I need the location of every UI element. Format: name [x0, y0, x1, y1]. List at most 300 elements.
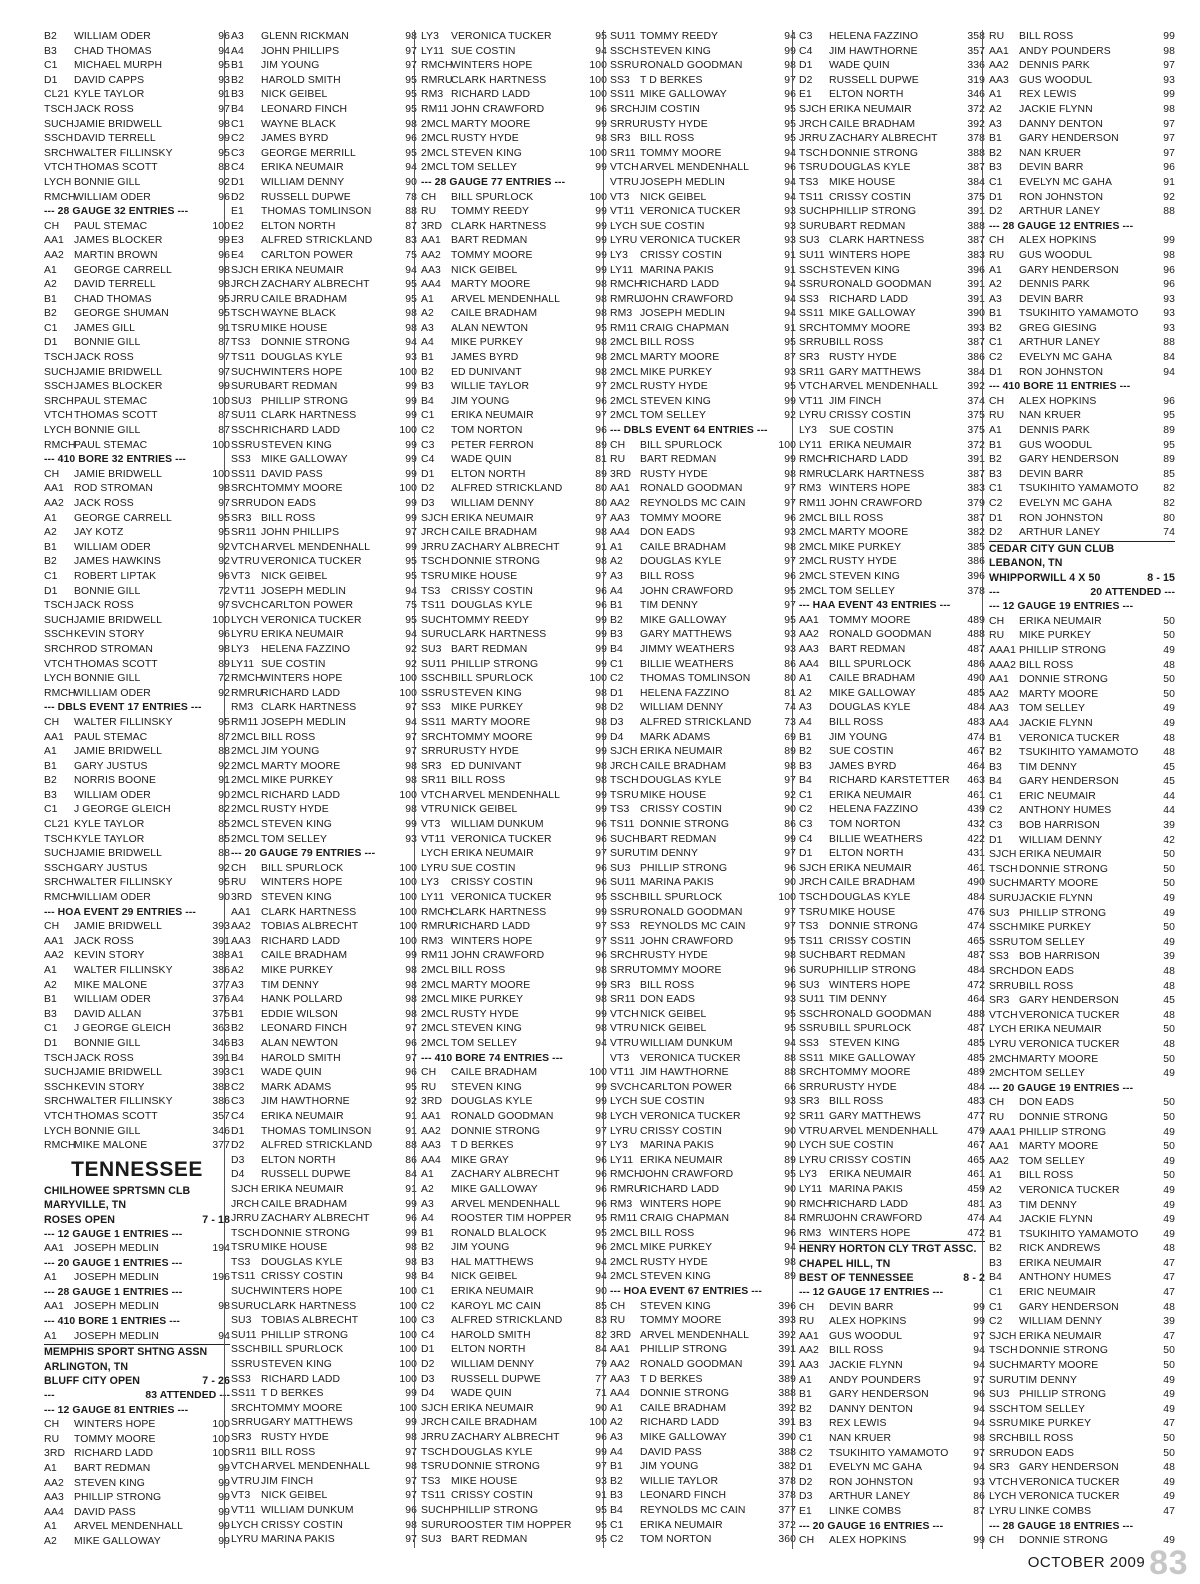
shooter-name: RICHARD LADD [640, 1183, 720, 1195]
class-code: C4 [799, 833, 813, 845]
score: 91 [218, 322, 230, 334]
shooter-name: BOB HARRISON [1019, 951, 1100, 963]
shooter-name: CLARK HARTNESS [261, 702, 357, 714]
result-row [421, 541, 607, 556]
shooter-name: WINTERS HOPE [829, 249, 911, 261]
class-code: CL21 [44, 89, 70, 101]
result-row [231, 161, 417, 176]
class-code: SU3 [799, 979, 820, 991]
class-code: SS11 [799, 308, 825, 320]
shooter-name: MIKE HOUSE [829, 176, 896, 188]
score: 100 [399, 425, 417, 437]
class-code: B3 [610, 1490, 623, 1502]
result-row [989, 1461, 1175, 1476]
class-code: B2 [989, 1243, 1002, 1255]
score: 91 [218, 89, 230, 101]
result-row [799, 862, 985, 877]
shooter-name: ERIKA NEUMAIR [451, 1286, 534, 1298]
shooter-name: RICHARD LADD [261, 687, 341, 699]
class-code: SR3 [799, 1096, 820, 1108]
class-code: 2MCL [421, 994, 450, 1006]
class-code: LY11 [799, 1183, 823, 1195]
shooter-name: JAMIE BRIDWELL [74, 848, 163, 860]
result-row [610, 599, 796, 614]
shooter-name: TIM DENNY [261, 979, 320, 991]
result-row [44, 1037, 230, 1052]
result-row [989, 278, 1175, 293]
result-row [231, 1008, 417, 1023]
result-row [44, 1095, 230, 1110]
result-row [610, 672, 796, 687]
class-code: D3 [799, 1491, 813, 1503]
result-row [421, 453, 607, 468]
result-row [799, 468, 985, 483]
score: 99 [218, 1463, 230, 1474]
class-code: B1 [989, 308, 1002, 320]
result-row [610, 774, 796, 789]
shooter-name: DON EADS [1019, 966, 1075, 977]
result-row [44, 628, 230, 643]
class-code: A3 [799, 702, 812, 714]
result-row [989, 1213, 1175, 1228]
score: 94 [973, 1462, 985, 1474]
class-code: C2 [231, 133, 245, 145]
result-row [421, 1300, 607, 1315]
shooter-name: RONALD GOODMAN [829, 1008, 932, 1020]
class-code: A1 [44, 1330, 57, 1342]
result-row [421, 74, 607, 89]
result-row [989, 1053, 1175, 1068]
shooter-name: JIM YOUNG [261, 60, 320, 72]
result-row [44, 161, 230, 176]
score: 396 [778, 1300, 796, 1312]
class-code: B3 [989, 468, 1002, 480]
shooter-name: BILL SPURLOCK [451, 191, 534, 203]
score: 387 [967, 235, 985, 247]
score: 97 [784, 498, 796, 509]
score: 99 [405, 381, 417, 393]
shooter-name: TOMMY REEDY [451, 206, 530, 218]
result-row [989, 424, 1175, 439]
class-code: RMCH [610, 1169, 642, 1181]
result-row [421, 1402, 607, 1417]
class-code: 2MCL [231, 819, 260, 831]
score: 98 [973, 1433, 985, 1444]
score: 91 [595, 541, 607, 553]
score: 88 [218, 848, 230, 860]
class-code: VTCH [231, 541, 260, 553]
shooter-name: ALFRED STRICKLAND [261, 1140, 373, 1152]
score: 372 [967, 103, 985, 115]
result-row [799, 979, 985, 994]
result-row [44, 847, 230, 862]
shooter-name: T D BERKES [451, 1140, 514, 1152]
shooter-name: EVELYN MC GAHA [1019, 176, 1113, 188]
result-row [44, 103, 230, 118]
class-code: SU3 [231, 1315, 252, 1327]
shooter-name: ARVEL MENDENHALL [640, 162, 750, 174]
score: 91 [405, 1110, 417, 1122]
club-info-line [799, 1271, 985, 1286]
result-row [989, 746, 1175, 761]
score: 96 [595, 600, 607, 612]
class-code: SSCH [799, 264, 829, 276]
result-row [44, 1271, 230, 1286]
event-title: --- 410 BORE 11 ENTRIES --- [989, 381, 1131, 393]
result-row [610, 1183, 796, 1198]
score: 382 [967, 527, 985, 539]
shooter-name: DAVID PASS [261, 468, 323, 480]
score: 98 [218, 1301, 230, 1313]
shooter-name: GUS WOODUL [829, 1330, 903, 1342]
score: 98 [405, 804, 417, 816]
result-row [421, 307, 607, 322]
score: 91 [784, 264, 796, 276]
class-code: AA2 [610, 1359, 630, 1371]
class-code: VT11 [231, 1504, 256, 1516]
shooter-name: CHAD THOMAS [74, 45, 152, 57]
class-code: SU11 [610, 31, 636, 42]
score: 99 [595, 235, 607, 247]
score: 393 [967, 322, 985, 334]
class-code: AA2 [44, 249, 64, 261]
result-row [989, 161, 1175, 176]
class-code: TSCH [44, 833, 73, 845]
shooter-name: CRISSY COSTIN [451, 877, 533, 889]
shooter-name: CAILE BRADHAM [640, 760, 727, 772]
score: 98 [218, 279, 230, 291]
result-row [231, 380, 417, 395]
result-row [799, 876, 985, 891]
shooter-name: RICHARD LADD [451, 89, 531, 101]
class-code: 3RD [231, 892, 253, 904]
class-code: TS11 [421, 600, 446, 612]
class-code: LY3 [799, 1169, 818, 1181]
score: 97 [405, 1475, 417, 1487]
event-header [421, 176, 607, 191]
shooter-name: GARY JUSTUS [74, 760, 148, 772]
score: 100 [212, 220, 230, 232]
shooter-name: WINTERS HOPE [74, 1419, 156, 1431]
class-code: LY11 [610, 264, 634, 276]
result-row [799, 1227, 985, 1243]
score: 372 [967, 439, 985, 451]
result-row [421, 366, 607, 381]
class-code: B3 [610, 629, 623, 641]
shooter-name: RUSTY HYDE [640, 1256, 708, 1268]
score: 484 [967, 892, 985, 904]
result-row [44, 249, 230, 264]
score: 100 [399, 366, 417, 378]
score: 98 [405, 1256, 417, 1268]
shooter-name: SUE COSTIN [640, 1096, 705, 1108]
score: 474 [967, 921, 985, 933]
shooter-name: PHILLIP STRONG [829, 965, 917, 976]
result-row [44, 818, 230, 833]
shooter-name: MIKE GALLOWAY [640, 614, 727, 626]
score: 94 [595, 1271, 607, 1283]
class-code: JRCH [421, 527, 450, 539]
result-row [610, 935, 796, 950]
result-row [989, 468, 1175, 483]
score: 98 [405, 994, 417, 1006]
shooter-name: ERIKA NEUMAIR [829, 862, 912, 874]
result-row [231, 935, 417, 950]
result-row [799, 512, 985, 527]
result-row [44, 336, 230, 351]
shooter-name: MARINA PAKIS [261, 1534, 335, 1546]
shooter-name: JOSEPH MEDLIN [74, 1301, 160, 1313]
result-row [989, 1359, 1175, 1374]
shooter-name: ARVEL MENDENHALL [451, 789, 561, 801]
result-row [231, 176, 417, 191]
result-row [610, 1343, 796, 1358]
class-code: 2MCL [421, 147, 450, 159]
shooter-name: HELENA FAZZINO [640, 687, 730, 699]
result-row [799, 701, 985, 716]
class-code: SUCH [231, 366, 261, 378]
shooter-name: TIM DENNY [1019, 761, 1078, 773]
result-row [231, 1125, 417, 1140]
score: 92 [218, 687, 230, 699]
shooter-name: REYNOLDS MC CAIN [640, 1504, 746, 1516]
result-row [610, 979, 796, 994]
score: 99 [595, 643, 607, 655]
score: 377 [212, 979, 230, 991]
score: 84 [595, 1344, 607, 1356]
class-code: B2 [610, 1475, 623, 1487]
score: 99 [595, 1096, 607, 1108]
score: 90 [595, 1286, 607, 1298]
score: 85 [218, 819, 230, 831]
score: 92 [218, 541, 230, 553]
score: 95 [595, 31, 607, 42]
shooter-name: DOUGLAS KYLE [261, 352, 343, 364]
shooter-name: WILLIAM ODER [74, 31, 151, 42]
event-header [44, 1286, 230, 1301]
result-row [799, 1388, 985, 1403]
class-code: AA2 [421, 1125, 441, 1137]
class-code: LY3 [421, 31, 440, 42]
score: 89 [784, 1271, 796, 1283]
shooter-name: BILL SPURLOCK [261, 862, 344, 874]
class-code: RM3 [799, 1227, 822, 1239]
result-row [44, 643, 230, 658]
event-title: --- 20 GAUGE 1 ENTRIES --- [44, 1257, 183, 1269]
score: 97 [595, 570, 607, 582]
score: 94 [405, 337, 417, 349]
class-code: AA3 [610, 1373, 630, 1385]
score: 392 [778, 1329, 796, 1341]
shooter-name: MIKE HOUSE [640, 789, 707, 801]
event-title: --- 12 GAUGE 1 ENTRIES --- [44, 1228, 183, 1240]
shooter-name: TOBIAS ALBRECHT [261, 921, 359, 933]
shooter-name: DON EADS [261, 498, 317, 509]
result-row [44, 1535, 230, 1550]
class-code: SJCH [231, 264, 259, 276]
score: 96 [218, 191, 230, 203]
result-row [421, 103, 607, 118]
score: 97 [218, 498, 230, 509]
score: 372 [778, 1519, 796, 1531]
result-row [44, 964, 230, 979]
result-row [44, 278, 230, 293]
shooter-name: ERIKA NEUMAIR [829, 1169, 912, 1181]
shooter-name: DAVID PASS [74, 1506, 136, 1518]
shooter-name: CLARK HARTNESS [261, 1300, 357, 1312]
shooter-name: STEVEN KING [261, 1359, 332, 1371]
shooter-name: ROOSTER TIM HOPPER [451, 1519, 572, 1531]
shooter-name: DON EADS [1019, 1447, 1075, 1459]
shooter-name: TOMMY MOORE [640, 1315, 722, 1327]
class-code: C1 [44, 60, 58, 72]
info-text: MARYVILLE, TN [44, 1199, 127, 1212]
result-row [989, 322, 1175, 337]
result-row [231, 862, 417, 877]
score: 94 [595, 45, 607, 57]
class-code: LYCH [610, 1110, 638, 1122]
class-code: LYCH [44, 1125, 72, 1137]
class-code: SU11 [421, 658, 447, 670]
shooter-name: ZACHARY ALBRECHT [829, 133, 938, 145]
score: 92 [1163, 191, 1175, 203]
class-code: SS3 [610, 74, 630, 86]
score: 97 [405, 731, 417, 743]
info-text: BLUFF CITY OPEN [44, 1375, 141, 1388]
class-code: VT11 [799, 395, 824, 407]
result-row [421, 949, 607, 964]
class-code: C2 [799, 804, 813, 816]
score: 94 [973, 1418, 985, 1430]
score: 100 [399, 483, 417, 495]
score: 48 [1163, 966, 1175, 977]
class-code: CH [44, 220, 60, 232]
result-row [989, 234, 1175, 249]
shooter-name: RONALD GOODMAN [451, 1110, 554, 1122]
result-row [44, 439, 230, 454]
score: 92 [784, 789, 796, 801]
result-row [799, 658, 985, 673]
class-code: SS3 [799, 293, 819, 305]
result-row [610, 409, 796, 424]
result-row [610, 993, 796, 1008]
shooter-name: WINTERS HOPE [261, 673, 343, 685]
result-row [421, 876, 607, 891]
class-code: AA3 [421, 264, 441, 276]
score: 96 [405, 1504, 417, 1516]
score: 100 [212, 1448, 230, 1460]
class-code: TS3 [421, 1475, 441, 1487]
result-row [421, 979, 607, 994]
result-row [421, 1110, 607, 1125]
score: 92 [405, 1096, 417, 1108]
score: 472 [967, 979, 985, 991]
score: 97 [784, 906, 796, 918]
class-code: SS11 [610, 935, 636, 947]
result-row [44, 949, 230, 964]
class-code: SRCH [231, 1402, 261, 1414]
shooter-name: MIKE GALLOWAY [829, 1052, 916, 1064]
shooter-name: BILL ROSS [829, 1345, 884, 1357]
class-code: AA4 [610, 527, 630, 539]
shooter-name: JACK ROSS [74, 103, 134, 115]
shooter-name: VERONICA TUCKER [640, 1052, 741, 1064]
shooter-name: CAILE BRADHAM [829, 118, 916, 130]
score: 98 [784, 760, 796, 772]
score: 375 [967, 410, 985, 422]
class-code: 3RD [421, 220, 443, 232]
result-row [989, 980, 1175, 995]
result-row [989, 790, 1175, 805]
event-header [989, 220, 1175, 235]
shooter-name: ERIKA NEUMAIR [640, 746, 723, 758]
class-code: B3 [421, 381, 434, 393]
class-code: B2 [989, 454, 1002, 466]
result-row [231, 731, 417, 746]
result-row [231, 191, 417, 206]
result-row [799, 672, 985, 687]
score: 99 [784, 833, 796, 845]
score: 81 [784, 687, 796, 699]
class-code: JRCH [799, 877, 828, 889]
class-code: D1 [989, 834, 1003, 846]
class-code: SJCH [231, 1183, 259, 1195]
shooter-name: RUSTY HYDE [829, 1081, 897, 1093]
score: 93 [784, 1096, 796, 1108]
shooter-name: CRISSY COSTIN [640, 1125, 722, 1137]
shooter-name: DON EADS [640, 527, 696, 539]
score: 490 [967, 877, 985, 889]
shooter-name: ARTHUR LANEY [1019, 206, 1101, 218]
class-code: D1 [44, 585, 58, 597]
result-row [610, 118, 796, 133]
issue-date: OCTOBER 2009 [1027, 1554, 1146, 1571]
shooter-name: NICK GEIBEL [451, 804, 518, 816]
shooter-name: PAUL STEMAC [74, 220, 148, 232]
result-row [421, 1373, 607, 1388]
class-code: AA3 [989, 74, 1009, 86]
shooter-name: RICK ANDREWS [1019, 1243, 1101, 1255]
shooter-name: ARVEL MENDENHALL [74, 1521, 184, 1533]
result-row [421, 920, 607, 935]
shooter-name: BART REDMAN [829, 643, 906, 655]
result-row [610, 658, 796, 673]
class-code: TSRU [610, 789, 639, 801]
score: 98 [595, 687, 607, 699]
result-row [231, 555, 417, 570]
score: 97 [405, 1490, 417, 1502]
score: 97 [784, 74, 796, 86]
class-code: C1 [44, 1023, 58, 1035]
score: 93 [973, 1476, 985, 1488]
shooter-name: RUSTY HYDE [640, 468, 708, 480]
score: 98 [595, 293, 607, 305]
score: 93 [784, 643, 796, 655]
score: 95 [405, 570, 417, 582]
class-code: AA1 [231, 906, 251, 918]
shooter-name: PAUL STEMAC [74, 395, 148, 407]
score: 96 [218, 570, 230, 582]
shooter-name: ROD STROMAN [74, 483, 154, 495]
shooter-name: WILLIAM ODER [74, 994, 151, 1006]
score: 392 [967, 381, 985, 393]
result-row [421, 1504, 607, 1519]
score: 89 [595, 468, 607, 480]
class-code: TSCH [421, 1446, 450, 1458]
class-code: C1 [989, 1301, 1003, 1313]
result-row [44, 45, 230, 60]
class-code: AA4 [421, 279, 441, 291]
